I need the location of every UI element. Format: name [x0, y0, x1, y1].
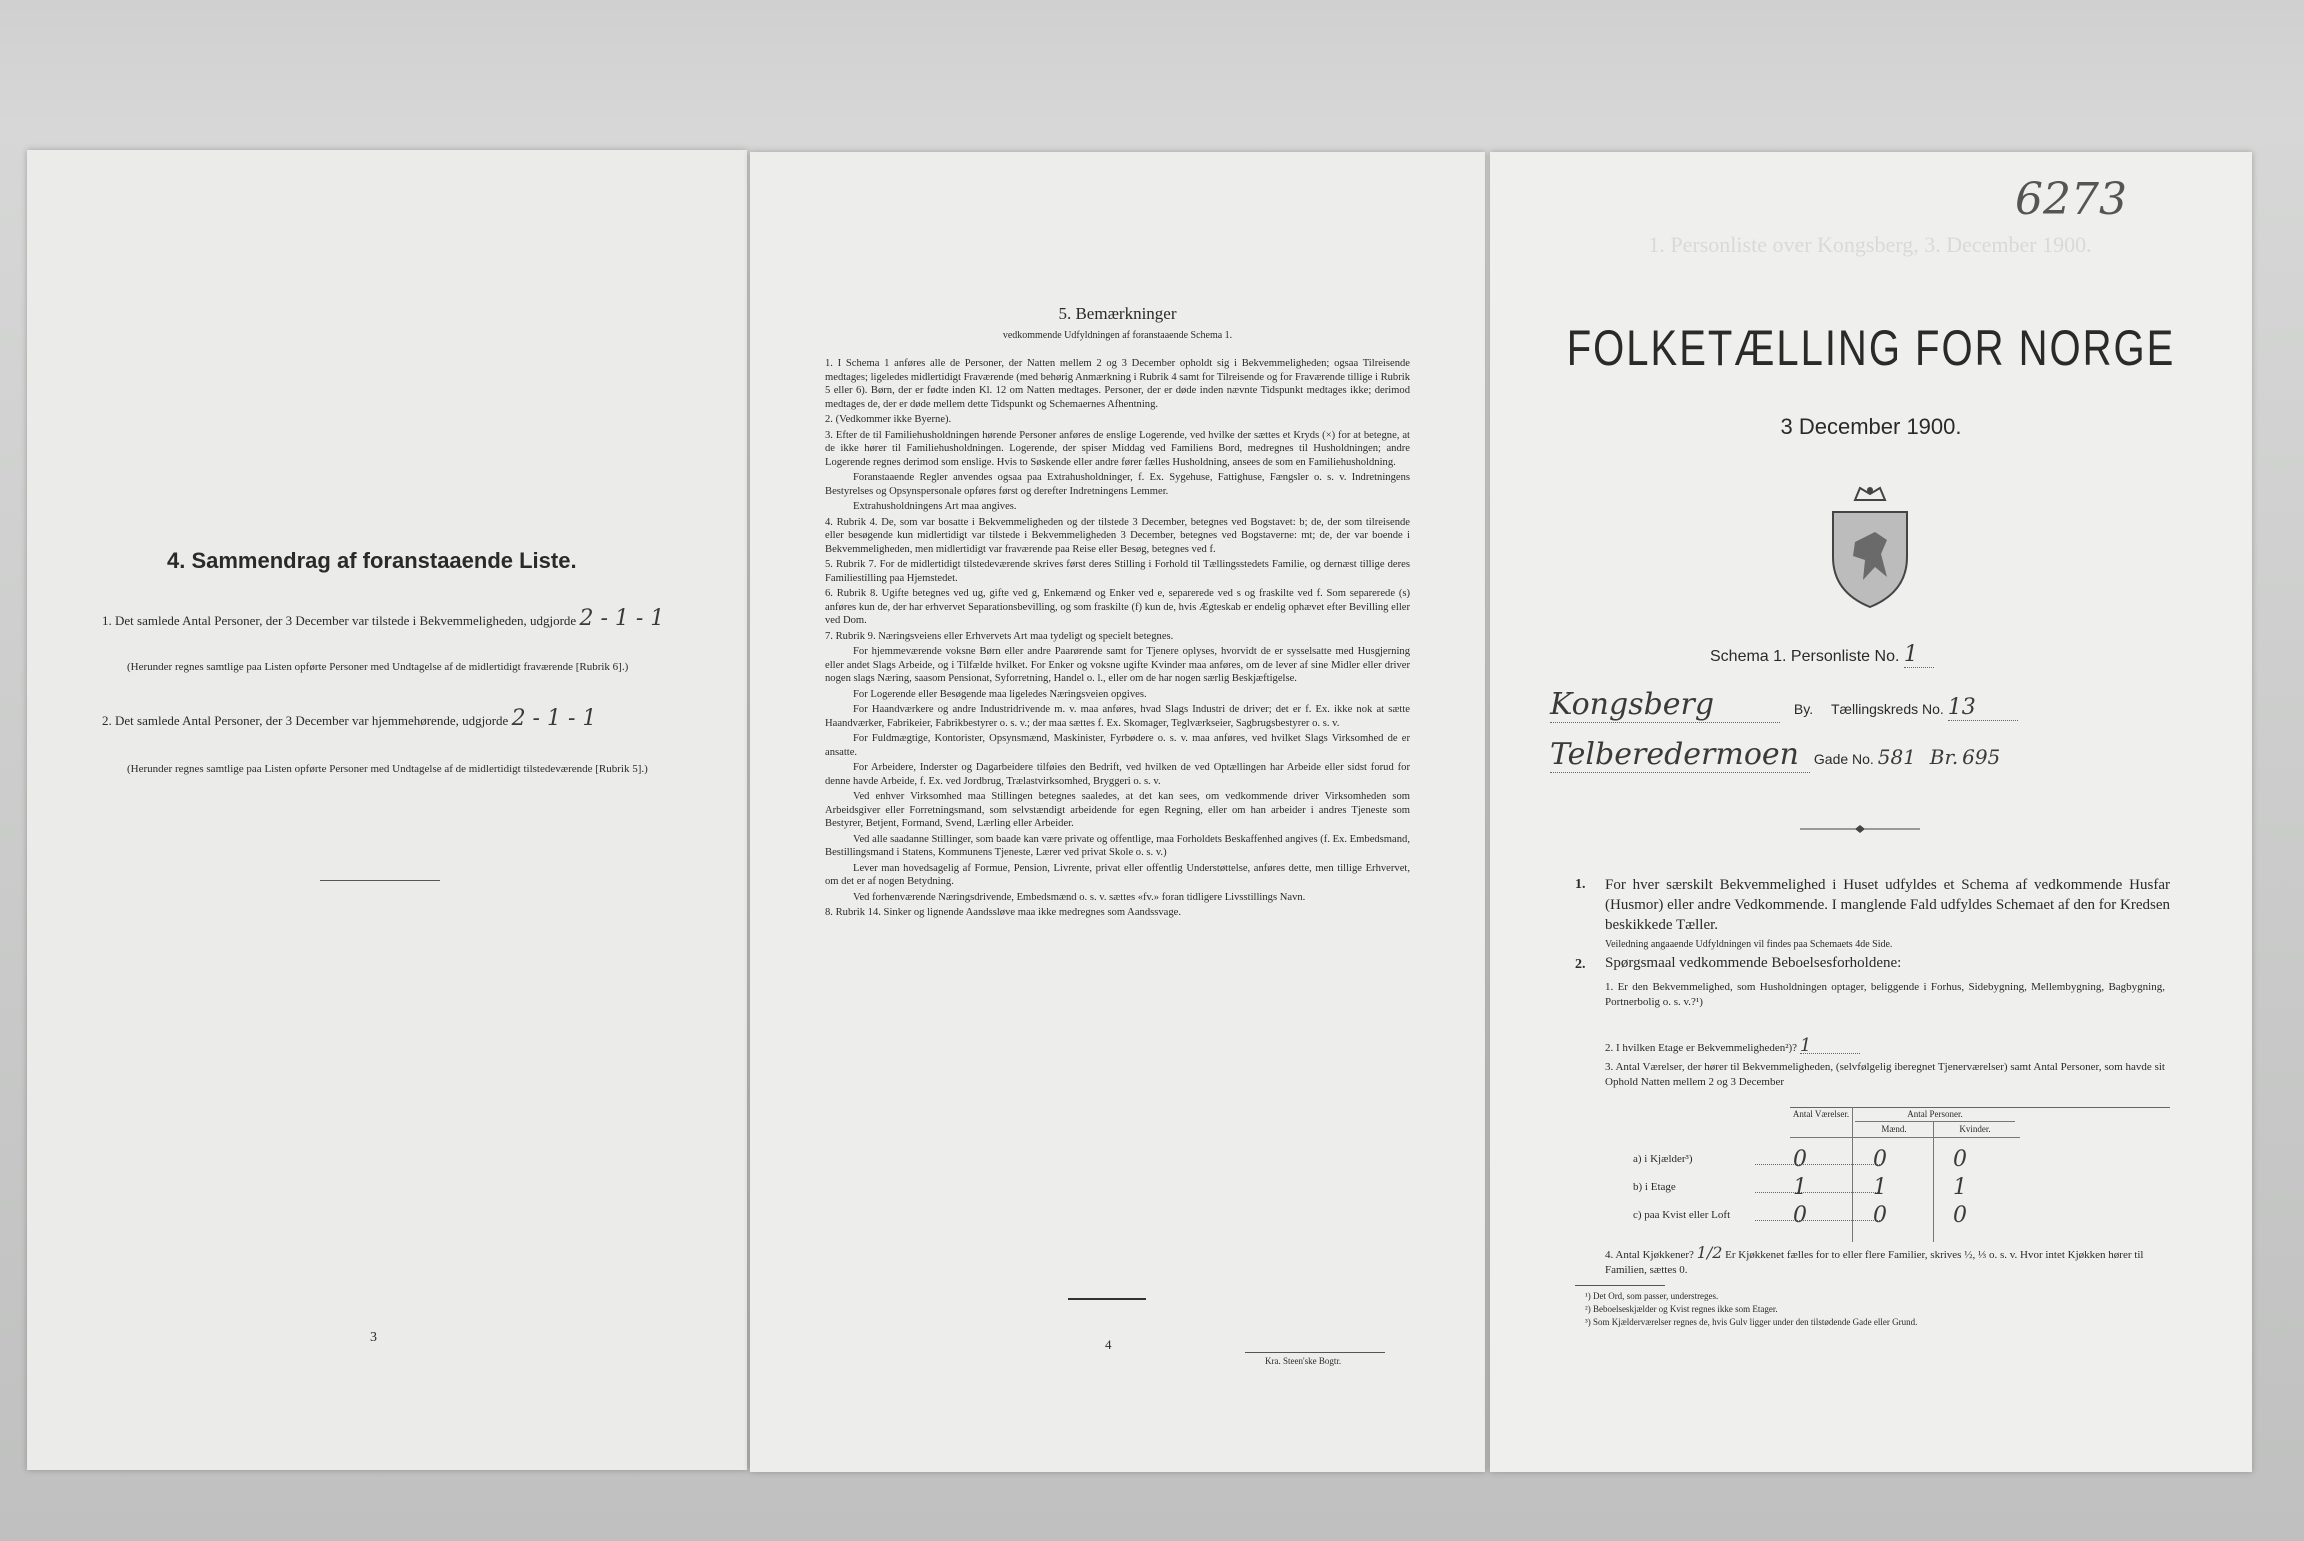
remark-paragraph: For Fuldmægtige, Kontorister, Opsynsmænd, Maskinister, Fyrbødere o. s. v. maa anføres, ved hvilket Slags Virksomhed de er ansatte. — [825, 733, 1410, 758]
street-label: Gade No. — [1813, 751, 1874, 767]
left-page — [27, 150, 747, 1470]
summary-item-1-value: 2 - 1 - 1 — [579, 606, 665, 631]
street-row — [1550, 737, 2190, 773]
summary-item-2-text: 2. Det samlede Antal Personer, der 3 December var hjemmehørende, udgjorde — [102, 713, 509, 728]
page-number: 4 — [1105, 1337, 1112, 1352]
middle-page — [750, 152, 1485, 1472]
instruction-1-note: Veiledning angaaende Udfyldningen vil findes paa Schemaets 4de Side. — [1605, 939, 1893, 950]
rooms-row-rooms: 1 — [1793, 1175, 1807, 1200]
printer-rule — [1245, 1352, 1385, 1353]
remark-paragraph: 7. Rubrik 9. Næringsveiens eller Erhvervets Art maa tydeligt og specielt betegnes. — [825, 630, 1174, 642]
footnote-2: ²) Beboelseskjælder og Kvist regnes ikke som Etager. — [1585, 1304, 1778, 1314]
instruction-1-number: 1. — [1575, 877, 1586, 892]
remark-paragraph: Ved forhenværende Næringsdrivende, Embedsmænd o. s. v. sættes «fv.» foran tidligere Livsstillings Navn. — [853, 891, 1306, 903]
rooms-row-men: 1 — [1873, 1175, 1887, 1200]
city-label: By. — [1793, 701, 1814, 717]
rooms-rows — [1605, 1147, 2175, 1231]
archive-number: 6273 — [2015, 174, 2127, 225]
rooms-row-men: 0 — [1873, 1203, 1887, 1228]
census-date: 3 December 1900. — [1780, 414, 1962, 439]
rooms-row-dots — [1755, 1220, 1880, 1221]
schema-row — [1710, 642, 1934, 668]
district-value: 13 — [1948, 695, 2018, 721]
footnote-1: ¹) Det Ord, som passer, understreges. — [1585, 1291, 1719, 1301]
rooms-row-women: 0 — [1953, 1203, 1967, 1228]
page-number: 3 — [370, 1330, 377, 1345]
divider — [320, 880, 440, 881]
footnote-rule — [1575, 1285, 1665, 1286]
question-4-rest: Er Kjøkkenet fælles for to eller flere Familier, skrives ½, ⅓ o. s. v. Hvor intet Kjøkken hører til Familien, sættes 0. — [1605, 1249, 2144, 1276]
rooms-row-dots — [1755, 1164, 1880, 1165]
rooms-row-label: c) paa Kvist eller Loft — [1633, 1209, 1731, 1221]
summary-item-2-note: (Herunder regnes samtlige paa Listen opførte Personer med Undtagelse af de midlertidigt tilstedeværende [Rubrik 5].) — [127, 763, 648, 775]
header-men: Mænd. — [1881, 1124, 1907, 1134]
footnotes — [1585, 1290, 2185, 1329]
question-4-value: 1/2 — [1696, 1243, 1723, 1262]
city-value: Kongsberg — [1550, 687, 1780, 723]
remark-paragraph: Ved alle saadanne Stillinger, som baade kan være private og offentlige, maa Forholdets Beskaffenhed angives (f. Ex. Embedsmand, Bestillingsmand i Statens, Kommunens Tjeneste, Lærer ved privat Skole o. s. v.) — [825, 833, 1410, 858]
remark-paragraph: 6. Rubrik 8. Ugifte betegnes ved ug, gifte ved g, Enkemænd og Enker ved e, separerede ved s og fraskilte ved f. Som separerede (s) anføres kun de, der har erhvervet Separationsbevilling, og som fraskilte (f) kun de, hvis Ægteskab er endelig ophævet efter Bevilling eller ved Dom. — [825, 588, 1410, 626]
header-persons: Antal Personer. — [1907, 1109, 1963, 1119]
remark-paragraph: 3. Efter de til Familiehusholdningen hørende Personer anføres de enslige Logerende, ved hvilke der sættes et Kryds (×) for at betegne, at de ikke hører til Familiehusholdningen. Logerende, der spiser Middag ved Familiens Bord, medregnes til Husholdningen; andre Logerende regnes derimod som enslige. Hvis to Søskende eller andre fører fælles Husholdning, ansees de som en Familiehusholdning. — [825, 429, 1410, 468]
rooms-row-women: 1 — [1953, 1175, 1967, 1200]
remarks-subtitle: vedkommende Udfyldningen af foranstaaende Schema 1. — [1002, 330, 1233, 341]
rooms-row-rooms: 0 — [1793, 1203, 1807, 1228]
question-2: 2. I hvilken Etage er Bekvemmeligheden²)? — [1605, 1042, 1798, 1054]
ornament-divider — [1800, 824, 1920, 834]
schema-number: 1 — [1904, 642, 1934, 668]
table-sub-rule — [1855, 1121, 2015, 1122]
remark-paragraph: Lever man hovedsagelig af Formue, Pension, Livrente, privat eller offentlig Understøttelse, anføres dette, men tillige Erhvervet, om det er af nogen Betydning. — [825, 862, 1410, 887]
remark-paragraph: Ved enhver Virksomhed maa Stillingen betegnes saaledes, at det kan sees, om vedkommende driver Virksomheden som Arbeidsgiver eller Forretningsmand, som selvstændigt arbeidende for egen Regning, eller om han arbeider i andres Tjeneste som Bestyrer, Betjent, Formand, Svend, Lærling eller Arbeider. — [825, 791, 1410, 829]
printer-name: Kra. Steen'ske Bogtr. — [1265, 1356, 1342, 1366]
remark-paragraph: 4. Rubrik 4. De, som var bosatte i Bekvemmeligheden og der tilstede 3 December, betegnes ved Bogstavet: b; de, der som tilreisende eller besøgende kun midlertidigt var tilstede i Bekvemmeligheden 3 December, betegnes ved Bogstaverne: mt; de, der var boende i Bekvemmeligheden, men midlertidigt var fraværende paa Reise eller Besøg, betegnes ved f. — [825, 516, 1410, 555]
summary-item-2 — [102, 706, 687, 731]
summary-item-1 — [102, 606, 687, 631]
rooms-row-label: b) i Etage — [1633, 1181, 1676, 1193]
street-value: Telberedermoen — [1550, 737, 1810, 773]
main-title: FOLKETÆLLING FOR NORGE — [1566, 321, 2176, 377]
summary-item-1-note: (Herunder regnes samtlige paa Listen opførte Personer med Undtagelse af de midlertidigt fraværende [Rubrik 6].) — [127, 661, 629, 673]
right-page — [1490, 152, 2252, 1472]
rooms-row-label: a) i Kjælder³) — [1633, 1153, 1693, 1165]
summary-item-1-text: 1. Det samlede Antal Personer, der 3 December var tilstede i Bekvemmeligheden, udgjorde — [102, 613, 577, 628]
question-3: 3. Antal Værelser, der hører til Bekvemmeligheden, (selvfølgelig iberegnet Tjenerværelser) samt Antal Personer, som havde sit Ophold Natten mellem 2 og 3 December — [1605, 1061, 2165, 1088]
instruction-1: For hver særskilt Bekvemmelighed i Huset udfyldes et Schema af vedkommende Husfar (Husmor) eller andre Vedkommende. I manglende Fald udfyldes Schemaet af den for Kredsen beskikkede Tæller. — [1605, 877, 2170, 933]
faded-heading: 1. Personliste over Kongsberg, 3. December 1900. — [1648, 232, 2092, 257]
rooms-row-rooms: 0 — [1793, 1147, 1807, 1172]
district-label: Tællingskreds No. — [1830, 701, 1944, 717]
summary-title: 4. Sammendrag af foranstaaende Liste. — [167, 548, 577, 573]
remarks-body — [825, 357, 1410, 922]
rooms-row-women: 0 — [1953, 1147, 1967, 1172]
rooms-row-men: 0 — [1873, 1147, 1887, 1172]
remark-paragraph: Extrahusholdningens Art maa angives. — [853, 501, 1017, 512]
header-women: Kvinder. — [1959, 1124, 1991, 1134]
footnote-3: ³) Som Kjælderværelser regnes de, hvis Gulv ligger under den tilstødende Gade eller Grund. — [1585, 1317, 1918, 1327]
question-1: 1. Er den Bekvemmelighed, som Husholdningen optager, beliggende i Forhus, Sidebygning, Mellembygning, Bagbygning, Portnerbolig o. s. v.?¹) — [1605, 981, 2165, 1008]
coat-of-arms-icon — [1815, 482, 1925, 612]
summary-item-2-value: 2 - 1 - 1 — [511, 706, 597, 731]
table-header-rule — [1790, 1137, 2020, 1138]
question-2-row — [1605, 1035, 2165, 1056]
remark-paragraph: 1. I Schema 1 anføres alle de Personer, der Natten mellem 2 og 3 December opholdt sig i Bekvemmeligheden; ogsaa Tilreisende medtages; ligeledes midlertidigt Fraværende (med behørig Anmærkning i Rubrik 4 samt for Tilreisende og for Fraværende tillige i Rubrik 5 eller 6). Børn, der er fødte inden Kl. 12 om Natten medtages. Personer, der er døde inden nævnte Tidspunkt medtages ikke; derimod medtages de, der er døde mellem dette Tidspunkt og Schemaernes Afhentning. — [825, 358, 1410, 410]
rooms-row — [1605, 1147, 2175, 1175]
remarks-title: 5. Bemærkninger — [1058, 304, 1177, 323]
rooms-row-dots — [1755, 1192, 1880, 1193]
remark-paragraph: For Logerende eller Besøgende maa ligeledes Næringsveien opgives. — [853, 688, 1147, 700]
remark-paragraph: For Haandværkere og andre Industridrivende m. v. maa anføres, hvad Slags Industri de driver; det er f. Ex. ikke nok at sætte Haandværker, Fabrikeier, Fabrikbestyrer o. s. v.; der maa sættes f. Ex. Skomager, Teglværkseier, Sagbrugsbestyrer o. s. v. — [825, 704, 1410, 729]
rooms-row — [1605, 1203, 2175, 1231]
header-rooms: Antal Værelser. — [1792, 1109, 1850, 1119]
remark-paragraph: For hjemmeværende voksne Børn eller andre Paarørende samt for Tjenere oplyses, hvorvidt de er sysselsatte med Husgjerning eller andet Slags Arbeide, og i Tilfælde hvilket. For Enker og voksne ugifte Kvinder maa anføres, om de lever af sine Midler eller driver nogen slags Næring, saasom Pensionat, Syforretning, Handel o. l., eller om de har nogen særlig Beskjæftigelse. — [825, 646, 1410, 684]
br-label: Br. — [1929, 745, 1959, 769]
instruction-2: Spørgsmaal vedkommende Beboelsesforholdene: — [1605, 955, 1902, 971]
street-number: 581 — [1877, 745, 1916, 769]
remark-paragraph: Foranstaaende Regler anvendes ogsaa paa Extrahusholdninger, f. Ex. Sygehuse, Fattighuse, Fængsler o. s. v. Indretningens Bestyrelses og Opsynspersonale opføres først og derefter Indretningens Lemmer. — [825, 472, 1410, 497]
question-4: 4. Antal Kjøkkener? — [1605, 1249, 1694, 1261]
rooms-row — [1605, 1175, 2175, 1203]
question-4-row — [1605, 1245, 2170, 1278]
br-value: 695 — [1962, 745, 2001, 769]
city-row — [1550, 687, 2170, 723]
schema-label: Schema 1. Personliste No. — [1710, 648, 1900, 665]
remark-paragraph: 8. Rubrik 14. Sinker og lignende Aandssløve maa ikke medregnes som Aandssvage. — [825, 907, 1182, 918]
remark-paragraph: For Arbeidere, Inderster og Dagarbeidere tilføies den Bedrift, ved hvilken de ved Optællingen har Arbeide eller sidst forud for denne havde Arbeide, f. Ex. ved Jordbrug, Trælastvirksomhed, Bryggeri o. s. v. — [825, 762, 1410, 787]
instruction-2-number: 2. — [1575, 957, 1586, 972]
divider — [1068, 1298, 1146, 1300]
remark-paragraph: 2. (Vedkommer ikke Byerne). — [825, 414, 952, 425]
question-2-value: 1 — [1800, 1038, 1860, 1054]
table-top-rule — [1790, 1107, 2170, 1108]
remark-paragraph: 5. Rubrik 7. For de midlertidigt tilstedeværende skrives først deres Stilling i Forhold til Tællingsstedets Familie, og dernæst tillige deres Familiestilling paa Hjemstedet. — [825, 559, 1410, 584]
